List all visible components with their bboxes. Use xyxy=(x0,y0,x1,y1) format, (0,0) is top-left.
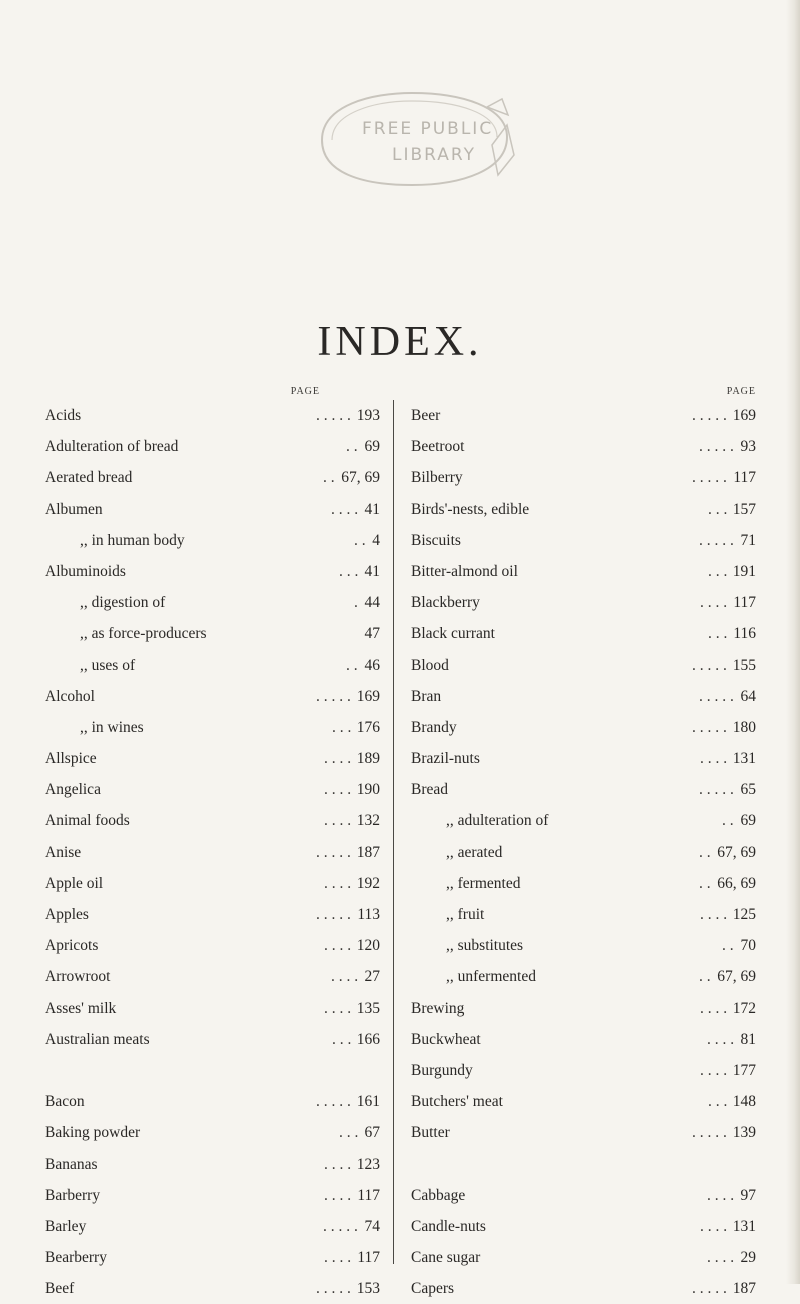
entry-page-number: 155 xyxy=(732,656,756,674)
index-entry xyxy=(45,805,380,836)
leader-dots: . . . xyxy=(332,1030,352,1048)
leader-dots: . . . . xyxy=(324,812,352,830)
index-entry xyxy=(45,837,380,868)
entry-page-number: 193 xyxy=(356,407,380,424)
entry-page-number: 65 xyxy=(740,781,756,799)
leader-dots: . . xyxy=(323,469,335,487)
entry-label: Bread xyxy=(411,781,449,799)
leader-dots: . . . . xyxy=(324,937,352,955)
stamp-outline-icon xyxy=(302,85,522,195)
entry-label: Blood xyxy=(411,656,449,674)
entry-page-number: 132 xyxy=(356,812,380,830)
entry-page-number: 70 xyxy=(740,937,756,955)
entry-page-number: 67, 69 xyxy=(341,469,380,487)
entry-label: Baking powder xyxy=(45,1124,141,1142)
entry-label: ,, digestion of xyxy=(80,594,166,612)
entry-label: Butter xyxy=(411,1124,450,1142)
leader-dots: . . . xyxy=(708,1093,728,1111)
entry-label: ,, in wines xyxy=(80,718,144,736)
entry-page-number: 74 xyxy=(364,1217,380,1235)
leader-dots: . . . . xyxy=(707,1249,735,1267)
index-entry xyxy=(411,431,756,462)
index-entry xyxy=(45,993,380,1024)
entry-page-number: 44 xyxy=(364,594,380,612)
leader-dots: . . . . xyxy=(331,968,359,986)
leader-dots: . . . . xyxy=(700,1217,728,1235)
entry-page-number: 148 xyxy=(732,1093,756,1111)
index-entry xyxy=(411,556,756,587)
entry-page-number: 4 xyxy=(372,531,380,549)
entry-page-number: 69 xyxy=(364,438,380,456)
entry-label: Anise xyxy=(45,843,82,861)
entry-label: Albuminoids xyxy=(45,562,126,580)
index-entry xyxy=(45,774,380,805)
stamp-line-2: LIBRARY xyxy=(392,145,477,165)
page-edge xyxy=(786,0,800,1284)
entry-label: Brandy xyxy=(411,718,457,736)
index-entry xyxy=(411,525,756,556)
index-entry xyxy=(45,1149,380,1180)
blank-row xyxy=(45,1055,380,1086)
entry-page-number: 47 xyxy=(364,625,380,643)
leader-dots: . . . . xyxy=(324,1155,352,1173)
entry-label: Bran xyxy=(411,687,442,705)
entry-page-number: 116 xyxy=(733,625,756,643)
entry-label: Acids xyxy=(45,407,82,424)
leader-dots: . . . . . xyxy=(699,438,734,456)
entry-label: Arrowroot xyxy=(45,968,111,986)
index-column-right xyxy=(411,384,756,1304)
entry-label: Candle-nuts xyxy=(411,1217,486,1235)
page-column-header: PAGE xyxy=(726,386,756,397)
entry-page-number: 176 xyxy=(356,718,380,736)
entry-label: ,, in human body xyxy=(80,531,185,549)
entry-label: Animal foods xyxy=(45,812,130,830)
entry-page-number: 180 xyxy=(732,718,756,736)
entry-label: Butchers' meat xyxy=(411,1093,503,1111)
leader-dots: . . xyxy=(346,438,358,456)
leader-dots: . . . . . xyxy=(316,1280,351,1298)
index-entry xyxy=(45,1086,380,1117)
entry-page-number: 41 xyxy=(364,562,380,580)
entry-page-number: 191 xyxy=(732,562,756,580)
index-entry xyxy=(411,1055,756,1086)
entry-page-number: 190 xyxy=(356,781,380,799)
leader-dots: . . . . . xyxy=(323,1217,358,1235)
entry-label: ,, adulteration of xyxy=(446,812,549,830)
index-entry xyxy=(45,868,380,899)
index-entry xyxy=(45,681,380,712)
index-entry xyxy=(411,1180,756,1211)
index-entry xyxy=(45,1024,380,1055)
entry-page-number: 161 xyxy=(356,1093,380,1111)
index-entry xyxy=(45,650,380,681)
leader-dots: . . xyxy=(722,937,734,955)
entry-label: Brazil-nuts xyxy=(411,750,480,768)
index-entry xyxy=(411,462,756,493)
leader-dots: . . . . xyxy=(324,874,352,892)
entry-label: Black currant xyxy=(411,625,495,643)
leader-dots: . . . . xyxy=(707,1030,735,1048)
index-entry xyxy=(411,868,756,899)
entry-page-number: 123 xyxy=(356,1155,380,1173)
entry-page-number: 157 xyxy=(732,500,756,518)
entry-label: ,, substitutes xyxy=(446,937,524,955)
leader-dots: . . . . xyxy=(324,1186,352,1204)
entry-label: Bearberry xyxy=(45,1249,107,1267)
entry-label: Beetroot xyxy=(411,438,465,456)
index-entry xyxy=(411,494,756,525)
entry-label: Barley xyxy=(45,1217,87,1235)
leader-dots: . . . . xyxy=(700,999,728,1017)
entry-page-number: 27 xyxy=(364,968,380,986)
entry-page-number: 117 xyxy=(733,469,756,487)
leader-dots: . . xyxy=(699,843,711,861)
index-entry xyxy=(411,712,756,743)
index-entry xyxy=(45,712,380,743)
index-entry xyxy=(411,400,756,431)
entry-label: Australian meats xyxy=(45,1030,150,1048)
entry-page-number: 71 xyxy=(740,531,756,549)
entry-label: Apples xyxy=(45,906,89,923)
entry-page-number: 139 xyxy=(732,1124,756,1142)
entry-page-number: 172 xyxy=(732,999,756,1017)
index-entry xyxy=(411,1211,756,1242)
entry-label: Barberry xyxy=(45,1186,101,1204)
entry-page-number: 177 xyxy=(732,1061,756,1079)
leader-dots: . . xyxy=(346,656,358,674)
leader-dots: . . . . xyxy=(324,781,352,799)
page-title: INDEX. xyxy=(317,319,483,365)
entry-label: ,, as force-producers xyxy=(80,625,207,643)
leader-dots: . . . . xyxy=(707,1186,735,1204)
index-entry xyxy=(45,930,380,961)
index-entry xyxy=(411,1117,756,1148)
stamp-line-1: FREE PUBLIC xyxy=(362,119,494,139)
entry-label: Apple oil xyxy=(45,874,104,892)
index-entry xyxy=(411,899,756,930)
index-entry xyxy=(411,837,756,868)
index-entry xyxy=(411,587,756,618)
index-column-left xyxy=(45,384,380,1304)
leader-dots: . . . . . xyxy=(692,718,727,736)
entry-label: Allspice xyxy=(45,750,97,768)
leader-dots: . . . xyxy=(339,562,359,580)
index-entry xyxy=(411,774,756,805)
leader-dots: . . . xyxy=(708,500,728,518)
index-entry xyxy=(45,1211,380,1242)
entry-label: Bacon xyxy=(45,1093,85,1111)
index-entry xyxy=(411,961,756,992)
entry-page-number: 93 xyxy=(740,438,756,456)
index-entry xyxy=(411,1273,756,1304)
entry-label: Burgundy xyxy=(411,1061,473,1079)
library-stamp xyxy=(302,85,522,195)
entry-page-number: 131 xyxy=(732,1217,756,1235)
entry-label: Biscuits xyxy=(411,531,461,549)
index-entry xyxy=(411,650,756,681)
leader-dots: . . . . . xyxy=(316,906,351,923)
entry-label: Bananas xyxy=(45,1155,98,1173)
leader-dots: . . . . . xyxy=(316,407,351,424)
leader-dots: . . . . xyxy=(324,750,352,768)
entry-page-number: 64 xyxy=(740,687,756,705)
index-entry xyxy=(45,587,380,618)
leader-dots: . . . xyxy=(708,625,728,643)
index-entry xyxy=(45,431,380,462)
entry-page-number: 97 xyxy=(740,1186,756,1204)
entry-label: Cane sugar xyxy=(411,1249,481,1267)
leader-dots: . . xyxy=(699,874,711,892)
entry-page-number: 169 xyxy=(356,687,380,705)
index-entry xyxy=(45,525,380,556)
entry-page-number: 29 xyxy=(740,1249,756,1267)
entry-label: Albumen xyxy=(45,500,103,518)
leader-dots: . . . . xyxy=(700,750,728,768)
index-entry xyxy=(45,400,380,431)
leader-dots: . . . . . xyxy=(692,469,727,487)
entry-page-number: 189 xyxy=(356,750,380,768)
entry-page-number: 192 xyxy=(356,874,380,892)
entry-label: Angelica xyxy=(45,781,101,799)
entry-page-number: 135 xyxy=(356,999,380,1017)
leader-dots: . . . . xyxy=(700,1061,728,1079)
index-entry xyxy=(411,743,756,774)
entry-page-number: 67, 69 xyxy=(717,968,756,986)
entry-label: Bitter-almond oil xyxy=(411,562,518,580)
entry-page-number: 67 xyxy=(364,1124,380,1142)
entry-label: ,, unfermented xyxy=(446,968,536,986)
index-entry xyxy=(411,1024,756,1055)
entry-page-number: 187 xyxy=(732,1280,756,1298)
entry-label: Birds'-nests, edible xyxy=(411,500,530,518)
index-entry xyxy=(45,1273,380,1304)
index-entry xyxy=(45,618,380,649)
entry-label: ,, aerated xyxy=(446,843,503,861)
leader-dots: . . . . . xyxy=(692,1124,727,1142)
entry-page-number: 117 xyxy=(733,594,756,612)
entry-label: Beef xyxy=(45,1280,75,1298)
entry-label: Bilberry xyxy=(411,469,463,487)
index-entry xyxy=(411,805,756,836)
entry-page-number: 69 xyxy=(740,812,756,830)
index-entry xyxy=(411,618,756,649)
leader-dots: . . . . xyxy=(700,594,728,612)
entry-label: ,, fruit xyxy=(446,906,485,923)
leader-dots: . . . . . xyxy=(692,1280,727,1298)
entry-label: Buckwheat xyxy=(411,1030,481,1048)
index-entry xyxy=(45,494,380,525)
leader-dots: . . xyxy=(722,812,734,830)
leader-dots: . . . . xyxy=(331,500,359,518)
leader-dots: . . . xyxy=(332,718,352,736)
leader-dots: . . . . xyxy=(700,906,728,923)
index-entry xyxy=(45,961,380,992)
entry-page-number: 66, 69 xyxy=(717,874,756,892)
entry-page-number: 166 xyxy=(356,1030,380,1048)
entry-label: Alcohol xyxy=(45,687,95,705)
leader-dots: . . . . . xyxy=(316,687,351,705)
leader-dots: . . . . . xyxy=(692,407,727,424)
index-entry xyxy=(45,462,380,493)
entry-page-number: 153 xyxy=(356,1280,380,1298)
entry-label: Cabbage xyxy=(411,1186,466,1204)
index-entry xyxy=(45,743,380,774)
entry-label: Capers xyxy=(411,1280,455,1298)
entry-page-number: 117 xyxy=(357,1186,380,1204)
entry-page-number: 117 xyxy=(357,1249,380,1267)
leader-dots: . . . . . xyxy=(699,531,734,549)
column-divider xyxy=(393,400,394,1264)
entry-label: Brewing xyxy=(411,999,465,1017)
entry-page-number: 81 xyxy=(740,1030,756,1048)
entry-page-number: 41 xyxy=(364,500,380,518)
entry-page-number: 187 xyxy=(356,843,380,861)
entry-label: Aerated bread xyxy=(45,469,133,487)
leader-dots: . . xyxy=(354,531,366,549)
leader-dots: . . . . . xyxy=(316,1093,351,1111)
index-entry xyxy=(411,993,756,1024)
entry-label: ,, uses of xyxy=(80,656,136,674)
index-entry xyxy=(45,1180,380,1211)
index-entry xyxy=(411,930,756,961)
entry-label: Asses' milk xyxy=(45,999,117,1017)
index-entry xyxy=(45,1117,380,1148)
leader-dots: . . . . xyxy=(324,1249,352,1267)
index-entry xyxy=(411,1242,756,1273)
index-entry xyxy=(45,1242,380,1273)
entry-page-number: 46 xyxy=(364,656,380,674)
entry-label: Adulteration of bread xyxy=(45,438,179,456)
leader-dots: . . . . xyxy=(324,999,352,1017)
page-column-header: PAGE xyxy=(290,386,320,397)
entry-page-number: 67, 69 xyxy=(717,843,756,861)
entry-page-number: 120 xyxy=(356,937,380,955)
blank-row xyxy=(411,1149,756,1180)
leader-dots: . . xyxy=(699,968,711,986)
leader-dots: . . . . . xyxy=(692,656,727,674)
index-entry xyxy=(45,556,380,587)
leader-dots: . . . . . xyxy=(699,781,734,799)
entry-label: Apricots xyxy=(45,937,99,955)
entry-page-number: 131 xyxy=(732,750,756,768)
index-entry xyxy=(45,899,380,930)
entry-page-number: 125 xyxy=(732,906,756,923)
entry-label: Beer xyxy=(411,407,441,424)
entry-page-number: 113 xyxy=(357,906,380,923)
leader-dots: . . . . . xyxy=(699,687,734,705)
leader-dots: . . . . . xyxy=(316,843,351,861)
index-entry xyxy=(411,1086,756,1117)
leader-dots: . . . xyxy=(339,1124,359,1142)
leader-dots: . . . xyxy=(708,562,728,580)
entry-page-number: 169 xyxy=(732,407,756,424)
index-entry xyxy=(411,681,756,712)
leader-dots: . xyxy=(354,594,358,612)
entry-label: ,, fermented xyxy=(446,874,521,892)
entry-label: Blackberry xyxy=(411,594,480,612)
